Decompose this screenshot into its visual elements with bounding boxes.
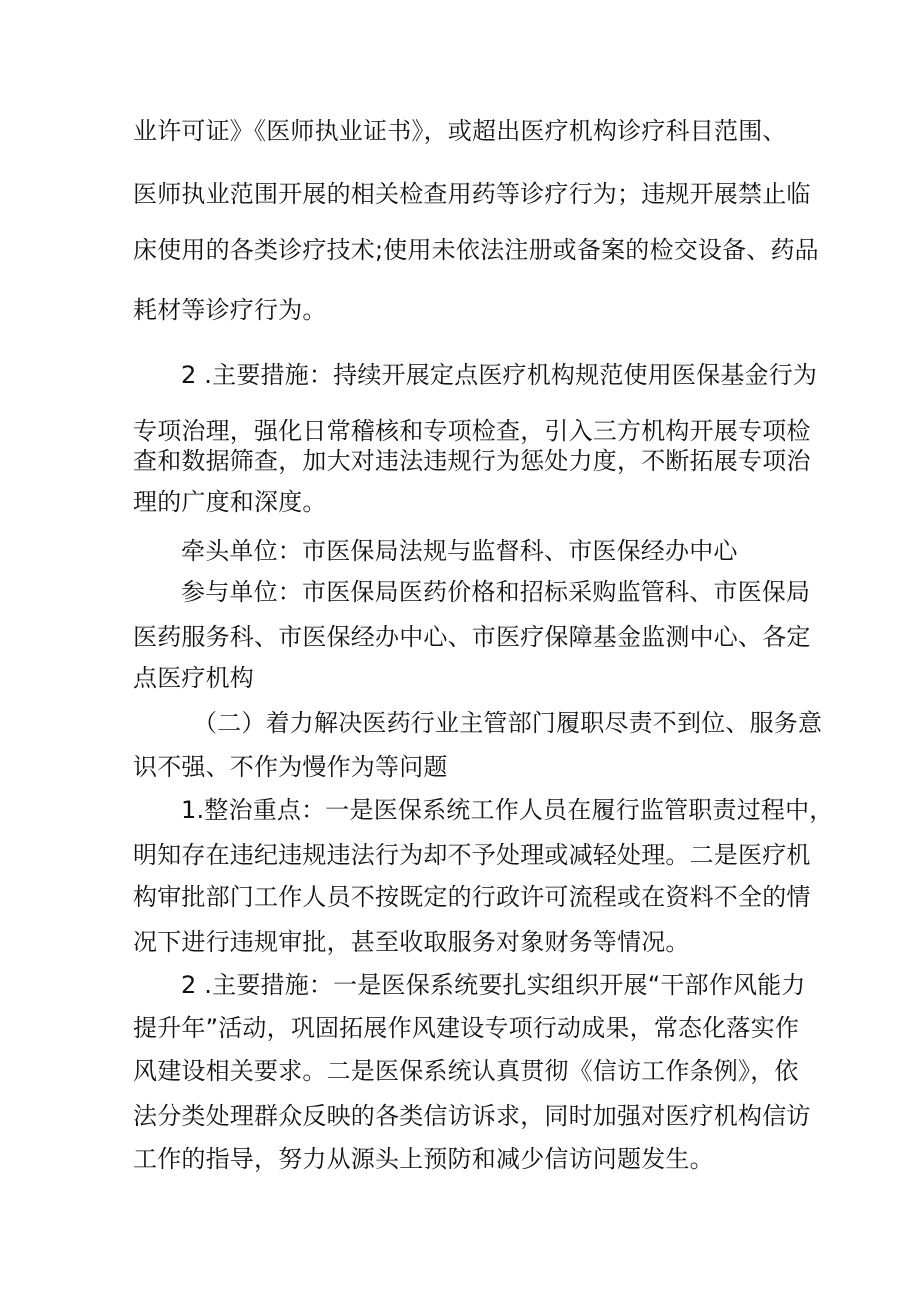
text-line: 床使用的各类诊疗技术;使用未依法注册或备案的检交设备、药品	[133, 236, 819, 264]
text-line: 牵头单位：市医保局法规与监督科、市医保经办中心	[181, 537, 738, 565]
text-line: 识不强、不作为慢作为等问题	[133, 753, 448, 781]
text-line: 专项治理，强化日常稽核和专项检查，引入三方机构开展专项检	[133, 417, 811, 445]
text-line: 耗材等诊疗行为。	[133, 296, 327, 324]
text-line: 2 .主要措施：一是医保系统要扎实组织开展“干部作风能力	[181, 971, 806, 999]
text-line: 况下进行违规审批，甚至收取服务对象财务等情况。	[133, 928, 690, 956]
section-heading: （二）着力解决医药行业主管部门履职尽责不到位、服务意	[193, 709, 823, 737]
text-line: 业许可证》《医师执业证书》，或超出医疗机构诊疗科目范围、	[133, 117, 787, 145]
text-line: 明知存在违纪违规违法行为却不予处理或减轻处理。二是医疗机	[133, 841, 811, 869]
text-line: 工作的指导，努力从源头上预防和减少信访问题发生。	[133, 1145, 714, 1173]
text-line: 医师执业范围开展的相关检查用药等诊疗行为；违规开展禁止临	[133, 180, 811, 208]
text-line: 构审批部门工作人员不按既定的行政许可流程或在资料不全的情	[133, 883, 811, 911]
text-line: 2 .主要措施：持续开展定点医疗机构规范使用医保基金行为	[181, 361, 818, 389]
text-line: 点医疗机构	[133, 664, 254, 692]
text-line: 理的广度和深度。	[133, 488, 327, 516]
text-line: 提升年”活动，巩固拓展作风建设专项行动成果，常态化落实作	[133, 1014, 800, 1042]
text-line: 风建设相关要求。二是医保系统认真贯彻《信访工作条例》，依	[133, 1057, 799, 1085]
text-line: 法分类处理群众反映的各类信访诉求，同时加强对医疗机构信访	[133, 1102, 811, 1130]
text-line: 查和数据筛查，加大对违法违规行为惩处力度，不断拓展专项治	[133, 447, 811, 475]
text-line: 参与单位：市医保局医药价格和招标采购监管科、市医保局	[181, 578, 811, 606]
text-line: 1.整治重点：一是医保系统工作人员在履行监管职责过程中，	[181, 796, 834, 824]
text-line: 医药服务科、市医保经办中心、市医疗保障基金监测中心、各定	[133, 623, 811, 651]
